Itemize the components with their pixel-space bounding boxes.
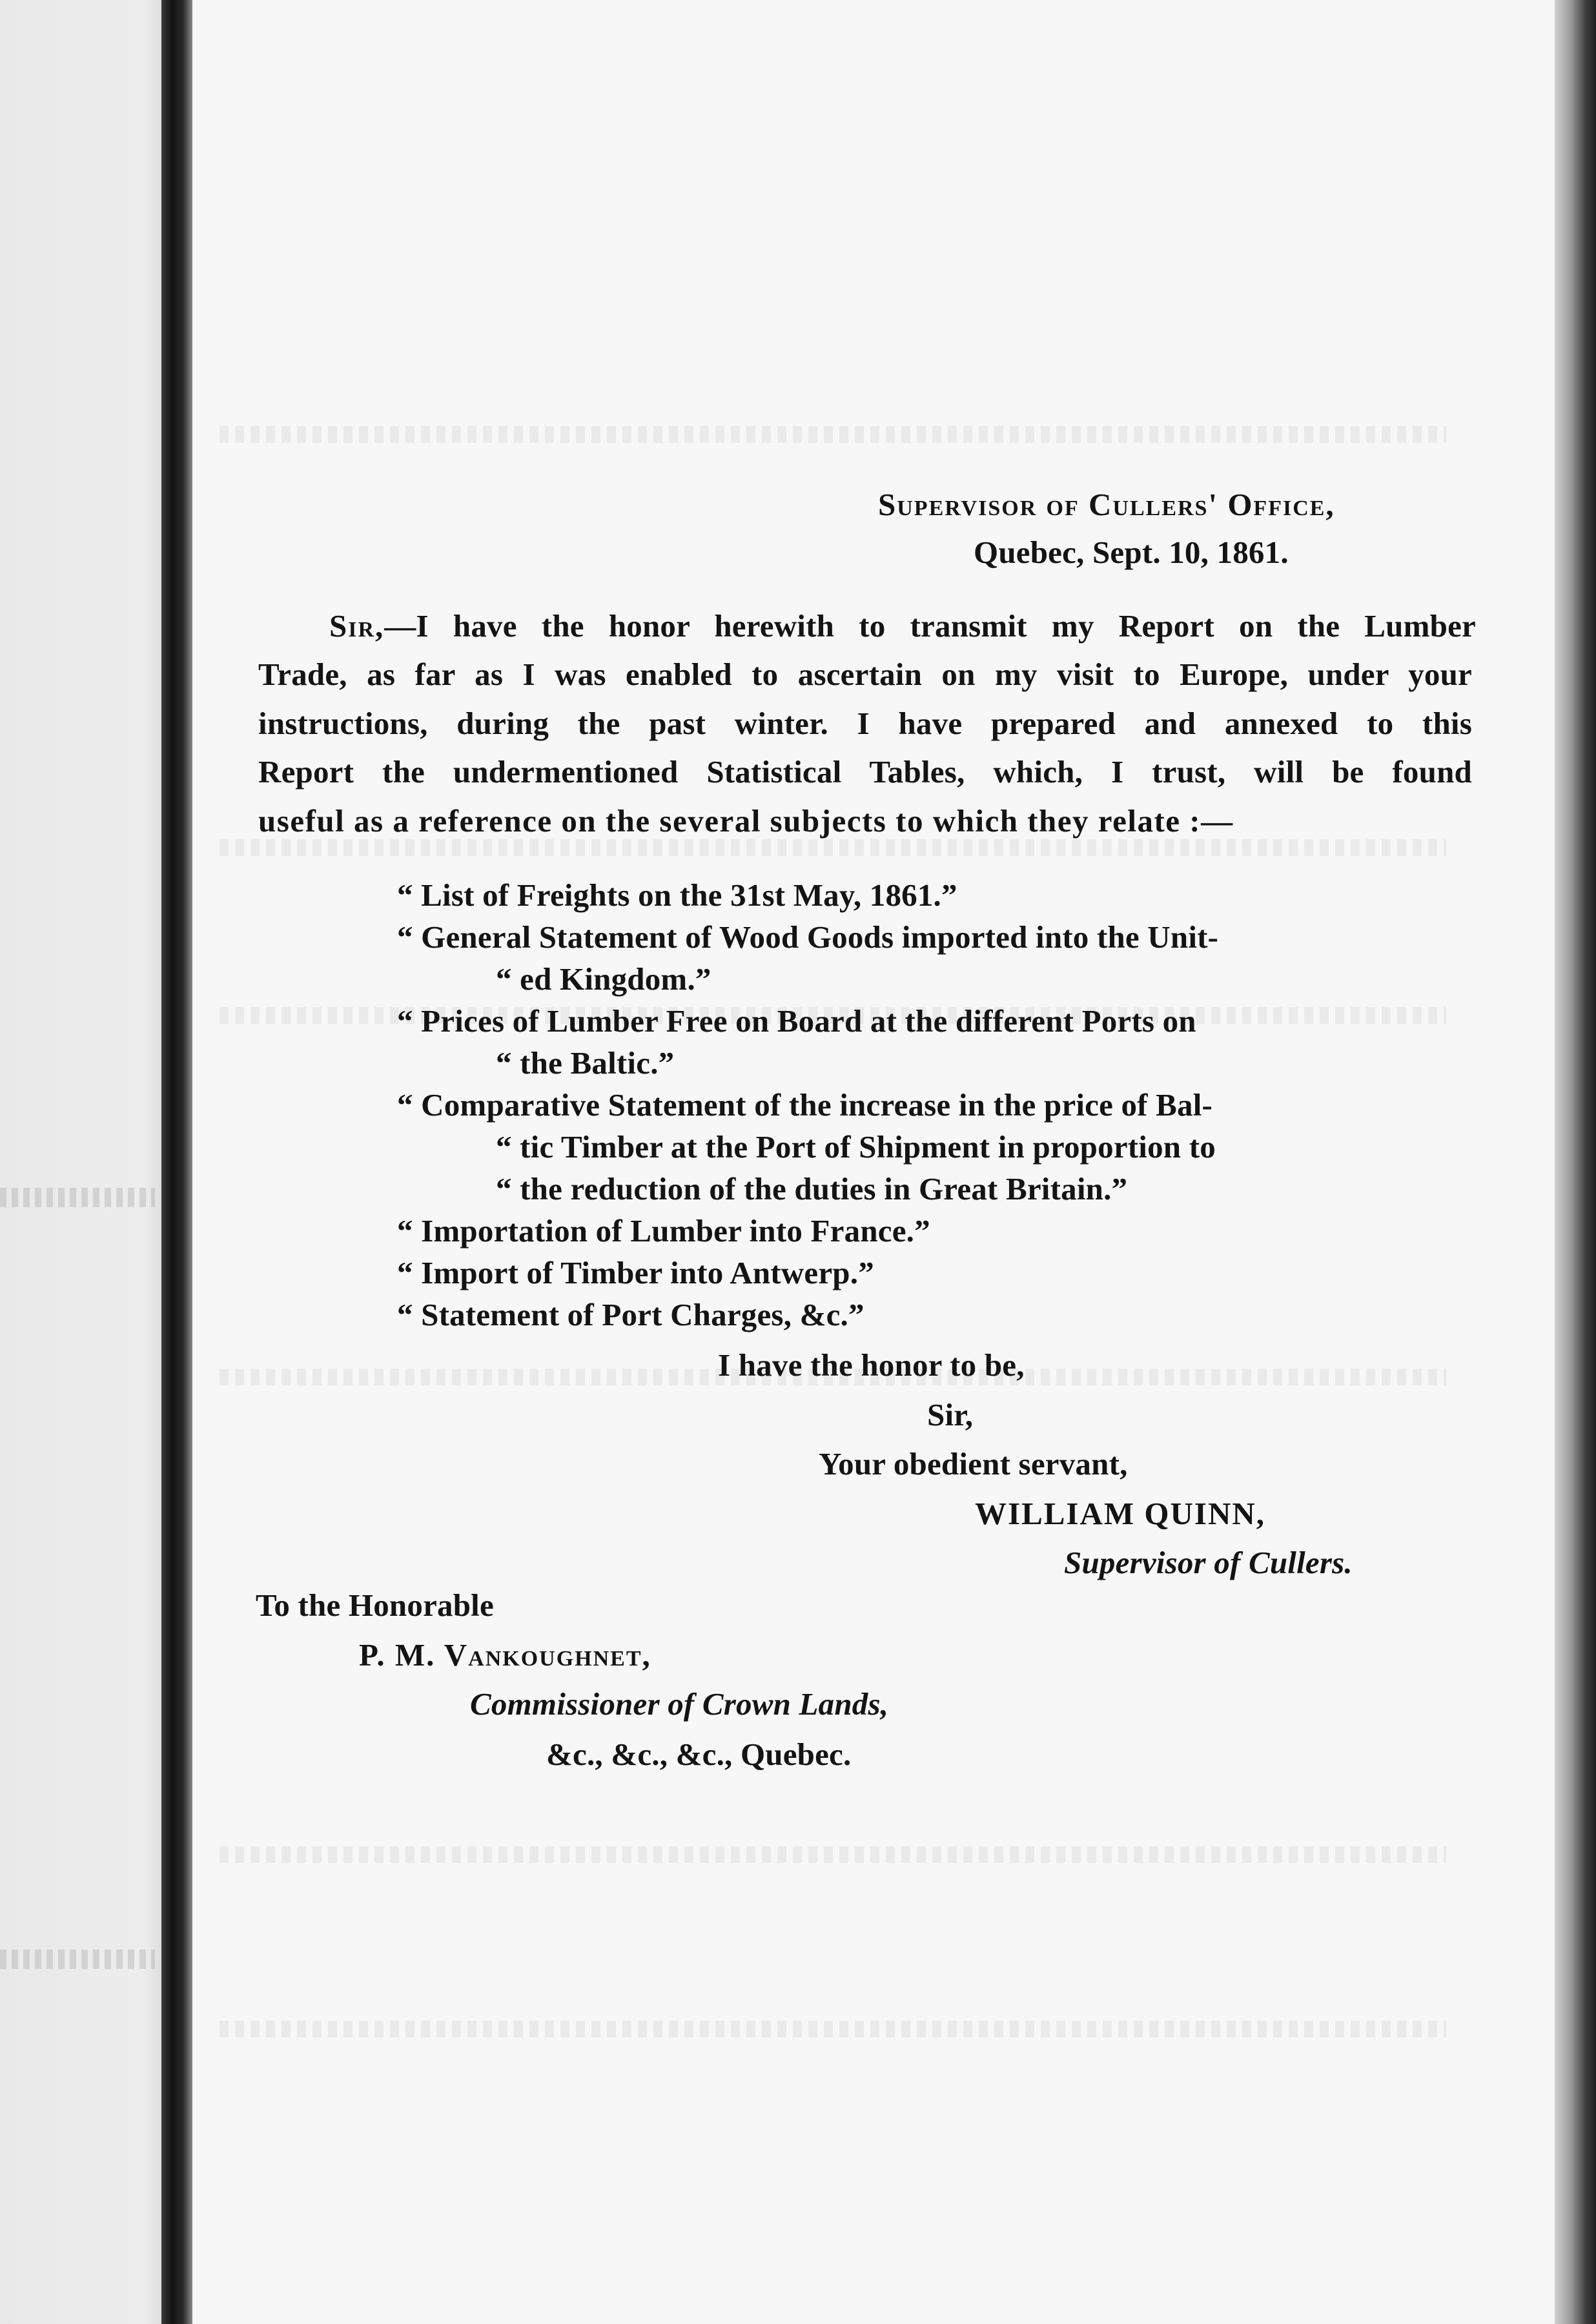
addressee-location: &c., &c., &c., Quebec.: [546, 1737, 852, 1772]
show-through-text: [220, 1846, 1446, 1863]
closing-servant: Your obedient servant,: [819, 1446, 1128, 1482]
list-item: “ List of Freights on the 31st May, 1861.”: [397, 877, 957, 913]
signature: WILLIAM QUINN,: [975, 1496, 1265, 1531]
paragraph-line-1: Sir,—I have the honor herewith to transmit my Report on the Lumber: [329, 608, 1476, 644]
paragraph-line-3: instructions, during the past winter. I have prepared and annexed to this: [258, 706, 1472, 741]
salutation: Sir,: [329, 608, 385, 644]
place-date: Quebec, Sept. 10, 1861.: [974, 535, 1289, 570]
paragraph-line-4: Report the undermentioned Statistical Tables, which, I trust, will be found: [258, 754, 1472, 790]
binding-gutter: [161, 0, 192, 2324]
left-facing-page-edge: [0, 0, 169, 2324]
closing-line: I have the honor to be,: [718, 1347, 1025, 1383]
closing-sir: Sir,: [927, 1397, 974, 1432]
list-item: “ Statement of Port Charges, &c.”: [397, 1297, 865, 1332]
addressee-line: To the Honorable: [256, 1587, 494, 1623]
facing-page-bleed: [0, 1950, 155, 1969]
list-item: “ Import of Timber into Antwerp.”: [397, 1255, 874, 1290]
paragraph-line-2: Trade, as far as I was enabled to ascertain on my visit to Europe, under your: [258, 657, 1472, 692]
show-through-text: [220, 426, 1446, 443]
list-item: “ Prices of Lumber Free on Board at the different Ports on: [397, 1003, 1196, 1039]
paragraph-line-5: useful as a reference on the several subjects to which they relate :—: [258, 803, 1234, 839]
list-item-continuation: “ tic Timber at the Port of Shipment in proportion to: [496, 1129, 1216, 1165]
addressee-title: Commissioner of Crown Lands,: [470, 1686, 889, 1722]
list-item: “ Comparative Statement of the increase in the price of Bal-: [397, 1087, 1213, 1123]
list-item: “ Importation of Lumber into France.”: [397, 1213, 930, 1249]
right-page-edge: [1555, 0, 1596, 2324]
list-item: “ General Statement of Wood Goods imported into the Unit-: [397, 919, 1219, 955]
facing-page-bleed: [0, 1188, 155, 1207]
signature-title: Supervisor of Cullers.: [1064, 1545, 1353, 1580]
show-through-text: [220, 2021, 1446, 2037]
list-item-continuation: “ the reduction of the duties in Great Britain.”: [496, 1171, 1128, 1207]
list-item-continuation: “ the Baltic.”: [496, 1045, 675, 1081]
list-item-continuation: “ ed Kingdom.”: [496, 961, 711, 997]
office-heading: Supervisor of Cullers' Office,: [878, 487, 1335, 522]
addressee-name: P. M. Vankoughnet,: [359, 1637, 651, 1673]
